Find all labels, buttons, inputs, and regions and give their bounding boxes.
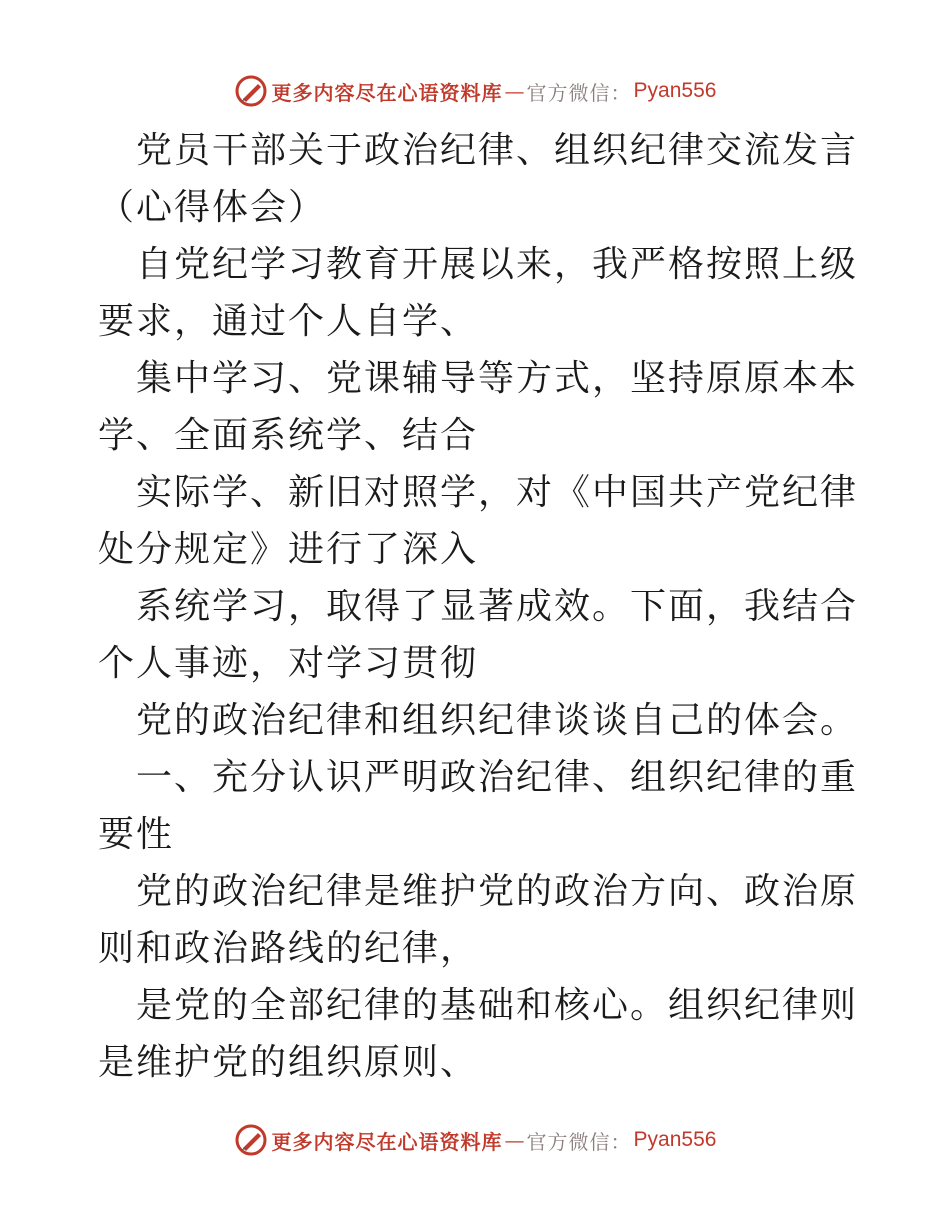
paragraph: 系统学习，取得了显著成效。下面，我结合个人事迹，对学习贯彻 — [98, 586, 859, 684]
footer-banner — [0, 1120, 950, 1160]
paragraph: 是党的全部纪律的基础和核心。组织纪律则是维护党的组织原则、 — [98, 985, 859, 1083]
banner-dash: — — [504, 1128, 525, 1152]
paragraph: 党的政治纪律和组织纪律谈谈自己的体会。 — [136, 700, 859, 741]
pen-logo-icon — [234, 1123, 268, 1157]
banner-main-text: 更多内容尽在心语资料库 — [271, 1129, 503, 1154]
paragraph: 集中学习、党课辅导等方式，坚持原原本本学、全面系统学、结合 — [98, 358, 859, 456]
banner-wechat-label: 官方微信： — [526, 1129, 632, 1154]
banner-wechat-id: Pyan556 — [633, 1128, 717, 1151]
paragraph: 实际学、新旧对照学，对《中国共产党纪律处分规定》进行了深入 — [98, 472, 859, 570]
paragraph: 党的政治纪律是维护党的政治方向、政治原则和政治路线的纪律， — [98, 871, 859, 969]
banner-main-text: 更多内容尽在心语资料库 — [271, 80, 503, 105]
pen-logo-icon — [234, 74, 268, 108]
banner-wechat-id: Pyan556 — [633, 79, 717, 102]
document-title: 党员干部关于政治纪律、组织纪律交流发言（心得体会） — [98, 130, 859, 228]
banner-dash: — — [504, 79, 525, 103]
document-body — [98, 122, 858, 1091]
banner-wechat-label: 官方微信： — [526, 80, 632, 105]
section-heading: 一、充分认识严明政治纪律、组织纪律的重要性 — [98, 757, 859, 855]
paragraph: 自党纪学习教育开展以来，我严格按照上级要求，通过个人自学、 — [98, 244, 859, 342]
header-banner — [0, 71, 950, 111]
